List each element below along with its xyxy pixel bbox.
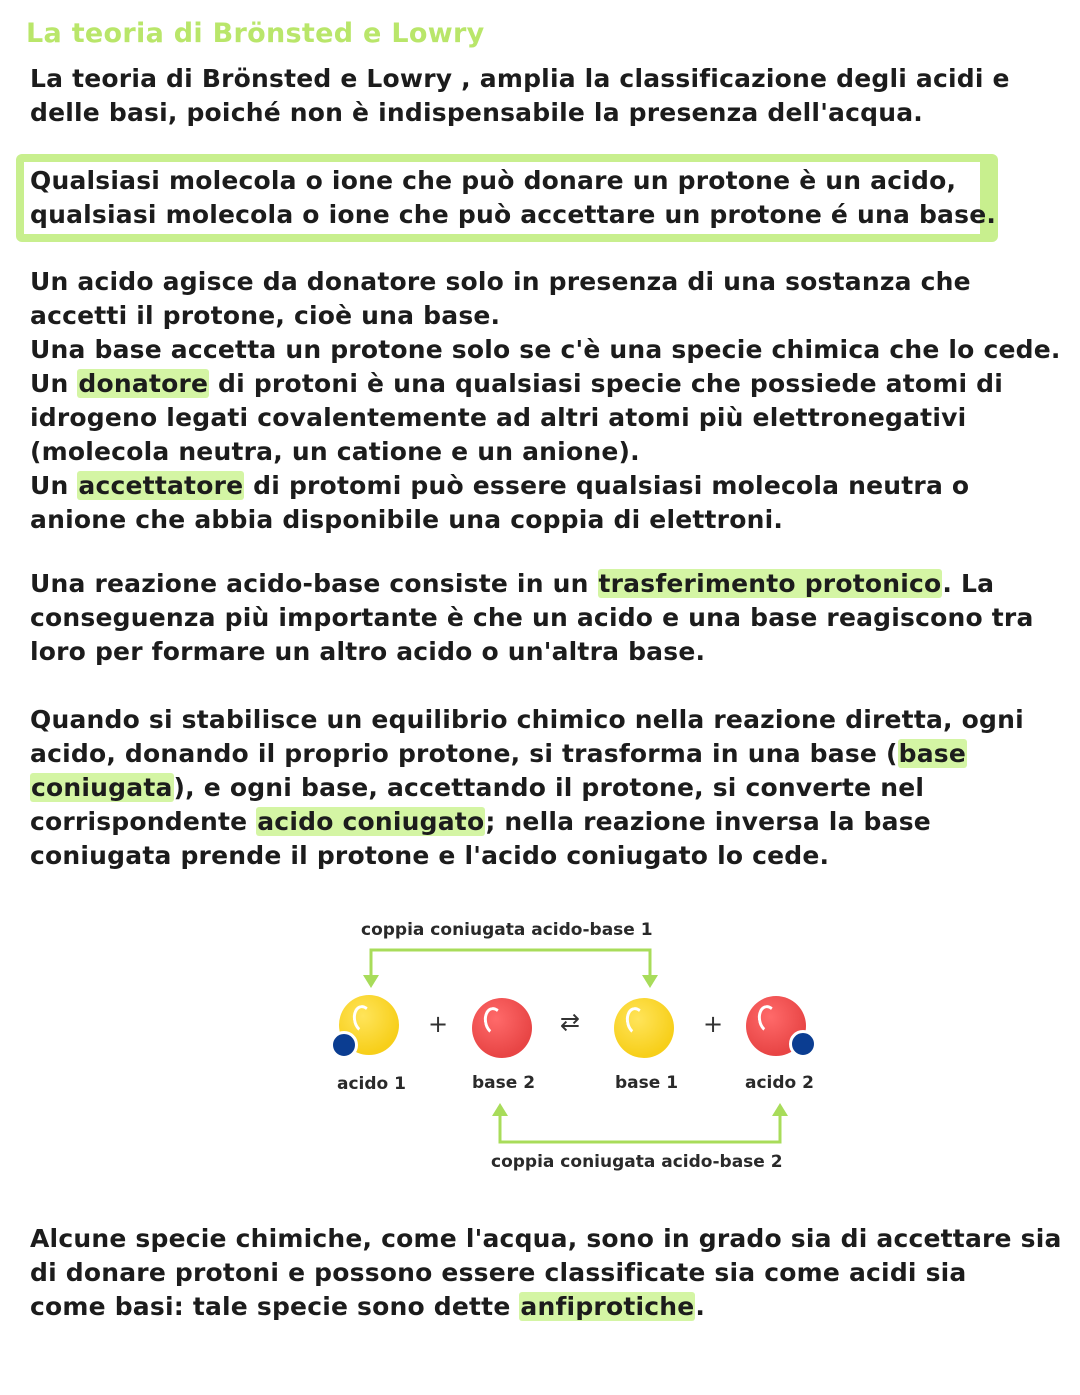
acido-2-molecule xyxy=(746,996,806,1056)
arrow-up-base2 xyxy=(492,1103,508,1116)
top-bracket-line xyxy=(371,950,650,977)
proton-acido-2 xyxy=(789,1030,817,1058)
reaction-line-1 xyxy=(30,567,1050,601)
text-fragment: come basi: tale specie sono dette xyxy=(30,1292,520,1321)
donor-line-8: anione che abbia disponibile una coppia di elettroni. xyxy=(30,505,784,534)
donor-line-5: idrogeno legati covalentemente ad altri atomi più elettronegativi xyxy=(30,403,967,432)
arrow-up-acido2 xyxy=(772,1103,788,1116)
bottom-pair-label: coppia coniugata acido-base 2 xyxy=(491,1152,783,1172)
intro-line-2: delle basi, poiché non è indispensabile la presenza dell'acqua. xyxy=(30,98,923,127)
equilibrium-line-5: coniugata prende il protone e l'acido coniugato lo cede. xyxy=(30,841,830,870)
base-2-molecule xyxy=(472,998,532,1058)
donor-paragraph xyxy=(30,265,1061,537)
label-base-1: base 1 xyxy=(615,1073,679,1093)
text-fragment: acido, donando il proprio protone, si trasforma in una base ( xyxy=(30,739,898,768)
reaction-line-2: conseguenza più importante è che un acido e una base reagiscono tra xyxy=(30,603,1034,632)
top-pair-label: coppia coniugata acido-base 1 xyxy=(361,920,653,940)
equilibrium-line-4 xyxy=(30,805,1050,839)
donor-line-4 xyxy=(30,367,1050,401)
donor-line-7 xyxy=(30,469,1050,503)
definition-line-2: qualsiasi molecola o ione che può accettare un protone é una base. xyxy=(30,200,997,229)
reaction-line-3: loro per formare un altro acido o un'altra base. xyxy=(30,637,706,666)
plus-sign-1: + xyxy=(428,1010,449,1038)
arrow-down-base1 xyxy=(642,975,658,988)
text-fragment: Un xyxy=(30,369,78,398)
text-fragment: di protomi può essere qualsiasi molecola neutra o xyxy=(244,471,970,500)
intro-line-1: La teoria di Brönsted e Lowry , amplia la classificazione degli acidi e xyxy=(30,64,1010,93)
text-fragment: ), e ogni base, accettando il protone, si converte nel xyxy=(173,773,925,802)
proton-acido-1 xyxy=(330,1031,358,1059)
label-acido-2: acido 2 xyxy=(745,1073,814,1093)
highlight-donatore: donatore xyxy=(78,369,209,398)
arrow-down-acido1 xyxy=(363,975,379,988)
equilibrium-line-1: Quando si stabilisce un equilibrio chimico nella reazione diretta, ogni xyxy=(30,705,1024,734)
text-fragment: . La xyxy=(942,569,995,598)
donor-line-2: accetti il protone, cioè una base. xyxy=(30,301,501,330)
acido-1-molecule xyxy=(339,995,399,1055)
bottom-bracket-line xyxy=(500,1112,780,1142)
equilibrium-line-2 xyxy=(30,737,1050,771)
donor-line-3: Una base accetta un protone solo se c'è una specie chimica che lo cede. xyxy=(30,335,1061,364)
highlight-trasferimento: trasferimento protonico xyxy=(598,569,942,598)
donor-line-6: (molecola neutra, un catione e un anione). xyxy=(30,437,640,466)
amphiprotic-line-2: di donare protoni e possono essere classificate sia come acidi sia xyxy=(30,1258,967,1287)
highlight-anfiprotiche: anfiprotiche xyxy=(520,1292,695,1321)
reaction-paragraph xyxy=(30,567,1050,669)
definition-line-1: Qualsiasi molecola o ione che può donare un protone è un acido, xyxy=(30,166,957,195)
equilibrium-line-3 xyxy=(30,771,1050,805)
donor-line-1: Un acido agisce da donatore solo in presenza di una sostanza che xyxy=(30,267,971,296)
intro-paragraph xyxy=(30,62,1050,130)
highlight-base: base xyxy=(898,739,967,768)
amphiprotic-paragraph xyxy=(30,1222,1062,1324)
equilibrium-paragraph xyxy=(30,703,1050,873)
amphiprotic-line-1: Alcune specie chimiche, come l'acqua, sono in grado sia di accettare sia xyxy=(30,1224,1062,1253)
text-fragment: . xyxy=(695,1292,706,1321)
text-fragment: corrispondente xyxy=(30,807,257,836)
amphiprotic-line-3 xyxy=(30,1290,1050,1324)
label-base-2: base 2 xyxy=(472,1073,536,1093)
label-acido-1: acido 1 xyxy=(337,1074,406,1094)
page-title: La teoria di Brönsted e Lowry xyxy=(26,18,485,49)
base-1-molecule xyxy=(614,998,674,1058)
definition-paragraph xyxy=(30,164,1050,232)
plus-sign-2: + xyxy=(703,1010,724,1038)
equilibrium-arrows-icon: ⇄ xyxy=(560,1008,581,1036)
highlight-accettatore: accettatore xyxy=(78,471,244,500)
text-fragment: di protoni è una qualsiasi specie che possiede atomi di xyxy=(209,369,1004,398)
text-fragment: Un xyxy=(30,471,78,500)
highlight-acido-coniugato: acido coniugato xyxy=(257,807,485,836)
highlight-coniugata: coniugata xyxy=(31,773,173,802)
text-fragment: ; nella reazione inversa la base xyxy=(485,807,931,836)
text-fragment: Una reazione acido-base consiste in un xyxy=(30,569,598,598)
